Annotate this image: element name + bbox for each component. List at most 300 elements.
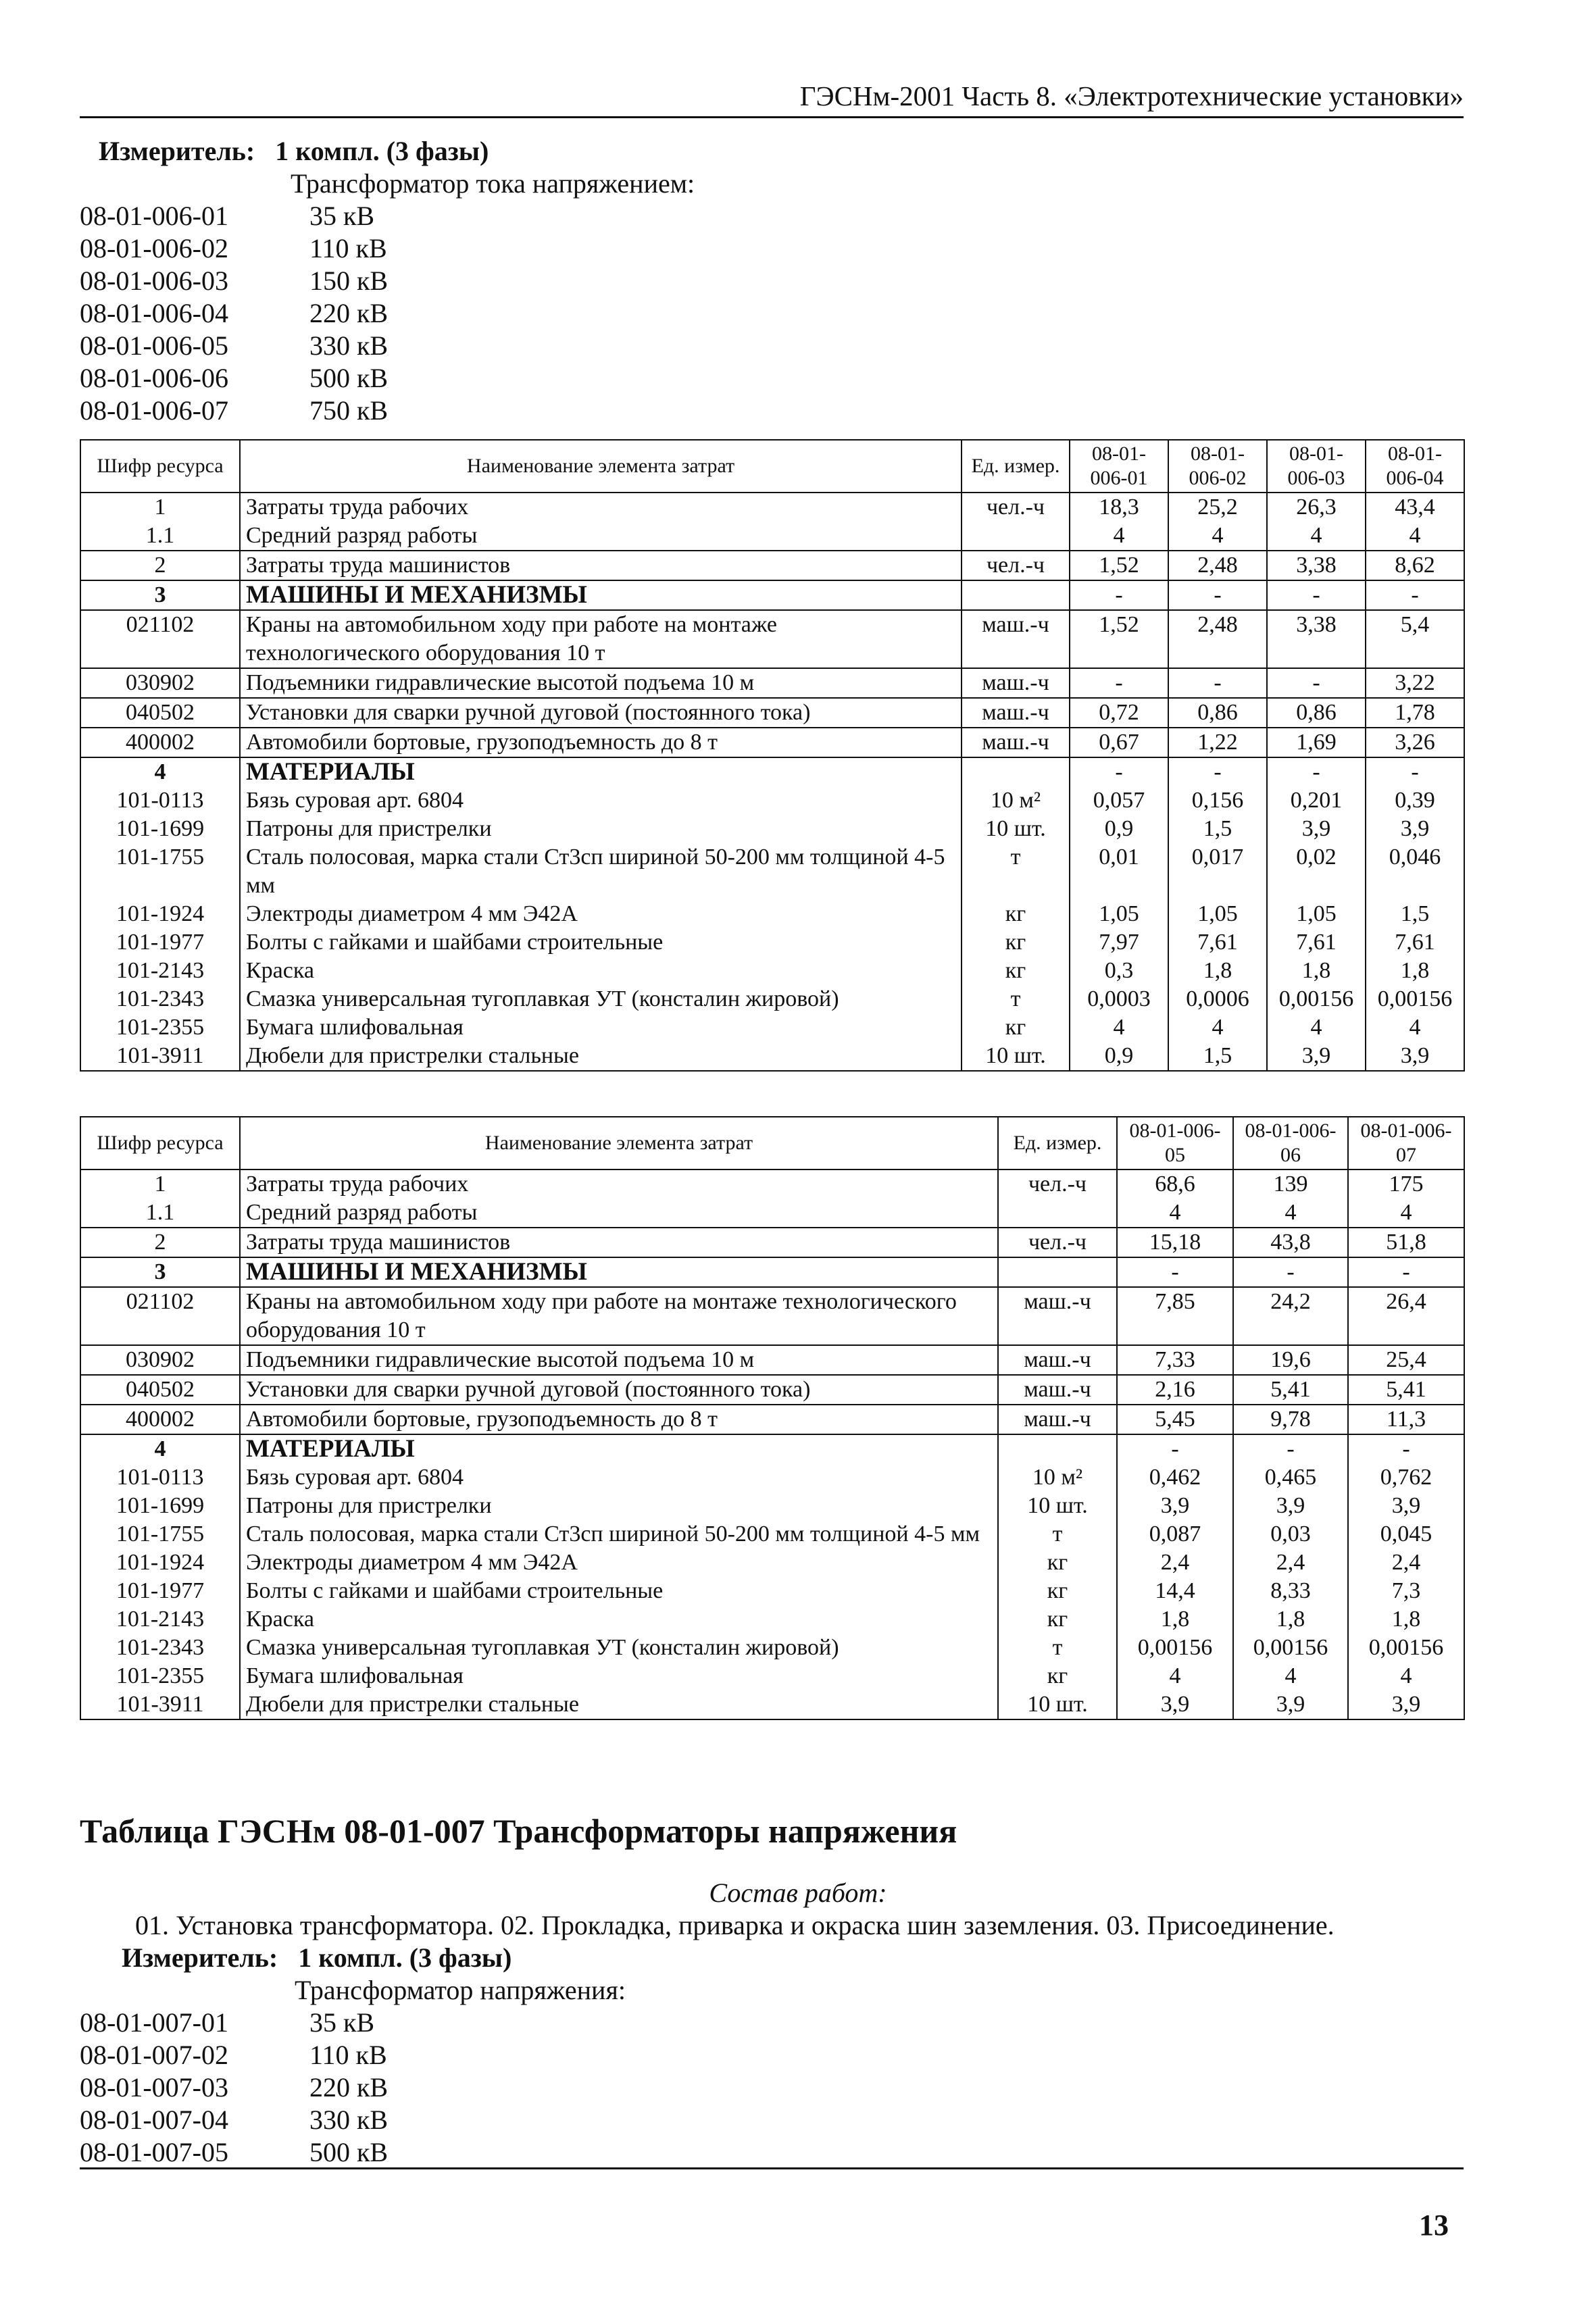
code-list: [80, 2007, 626, 2169]
norm-value: 3,9: [1348, 1492, 1464, 1520]
norm-value: -: [1348, 1434, 1464, 1463]
table-row: [80, 928, 1464, 957]
table-header-row: [80, 1117, 1464, 1169]
cost-element-name: Затраты труда машинистов: [240, 551, 962, 580]
item-voltage: 220 кВ: [309, 298, 389, 328]
cost-element-name: Патроны для пристрелки: [240, 815, 962, 843]
norm-value: 7,61: [1267, 928, 1366, 957]
unit-of-measure: 10 шт.: [962, 1042, 1070, 1071]
cost-element-name: Сталь полосовая, марка стали Ст3сп шириной 50-200 мм толщиной 4-5 мм: [240, 843, 962, 900]
unit-of-measure: кг: [998, 1605, 1117, 1634]
cost-element-name: Бязь суровая арт. 6804: [240, 1463, 998, 1492]
cost-element-name: Бумага шлифовальная: [240, 1662, 998, 1690]
cost-element-name: Смазка универсальная тугоплавкая УТ (консталин жировой): [240, 985, 962, 1013]
table-row: [80, 786, 1464, 815]
code-list-item: [80, 2007, 626, 2039]
item-code: 08-01-006-03: [80, 266, 228, 296]
table-row: [80, 1549, 1464, 1577]
norm-value: 0,00156: [1348, 1634, 1464, 1662]
norm-value: 3,9: [1233, 1492, 1348, 1520]
norm-value: -: [1366, 580, 1464, 610]
cost-element-name: Электроды диаметром 4 мм Э42А: [240, 900, 962, 928]
table-row: [80, 957, 1464, 985]
unit-of-measure: кг: [998, 1577, 1117, 1605]
header-col: 08-01-006-01: [1070, 440, 1168, 493]
norm-value: 1,78: [1366, 698, 1464, 728]
norm-value: 1,5: [1366, 900, 1464, 928]
cost-element-name: Подъемники гидравлические высотой подъема 10 м: [240, 1345, 998, 1375]
norm-value: 2,4: [1117, 1549, 1233, 1577]
cost-element-name: Средний разряд работы: [240, 522, 962, 551]
norm-value: 4: [1117, 1199, 1233, 1228]
norm-value: 0,9: [1070, 1042, 1168, 1071]
resource-code: 400002: [80, 728, 240, 757]
norm-value: 0,67: [1070, 728, 1168, 757]
resource-code: 021102: [80, 1287, 240, 1345]
norm-value: 0,86: [1267, 698, 1366, 728]
norm-value: 4: [1168, 522, 1267, 551]
unit-of-measure: [998, 1257, 1117, 1287]
resource-code: 021102: [80, 610, 240, 668]
section-title: Таблица ГЭСНм 08-01-007 Трансформаторы напряжения: [80, 1812, 957, 1850]
norm-value: 15,18: [1117, 1228, 1233, 1257]
cost-element-name: Автомобили бортовые, грузоподъемность до 8 т: [240, 1405, 998, 1434]
norm-value: 139: [1233, 1169, 1348, 1199]
cost-element-name: Установки для сварки ручной дуговой (постоянного тока): [240, 698, 962, 728]
unit-of-measure: 10 шт.: [962, 815, 1070, 843]
cost-element-name: Электроды диаметром 4 мм Э42А: [240, 1549, 998, 1577]
header-name: Наименование элемента затрат: [240, 1117, 998, 1169]
norm-value: 0,86: [1168, 698, 1267, 728]
norm-value: 43,4: [1366, 493, 1464, 522]
unit-of-measure: кг: [962, 928, 1070, 957]
work-composition-title: Состав работ:: [709, 1878, 887, 1908]
norm-value: 4: [1070, 1013, 1168, 1042]
resource-code: 1: [80, 493, 240, 522]
table-row: [80, 668, 1464, 698]
table-row: [80, 1228, 1464, 1257]
resource-code: 101-1977: [80, 928, 240, 957]
meter-line: [80, 135, 695, 168]
item-voltage: 220 кВ: [309, 2072, 389, 2103]
norm-value: 24,2: [1233, 1287, 1348, 1345]
norm-value: 7,85: [1117, 1287, 1233, 1345]
table-row: [80, 757, 1464, 786]
cost-element-name: Автомобили бортовые, грузоподъемность до 8 т: [240, 728, 962, 757]
code-list-item: [80, 200, 695, 232]
norm-value: 1,8: [1366, 957, 1464, 985]
norm-value: 0,057: [1070, 786, 1168, 815]
resource-code: 101-3911: [80, 1690, 240, 1719]
norm-value: 3,9: [1267, 1042, 1366, 1071]
table-row: [80, 610, 1464, 668]
cost-element-name: Дюбели для пристрелки стальные: [240, 1690, 998, 1719]
norm-value: 1,69: [1267, 728, 1366, 757]
header-col: 08-01-006-04: [1366, 440, 1464, 493]
cost-element-name: Сталь полосовая, марка стали Ст3сп шириной 50-200 мм толщиной 4-5 мм: [240, 1520, 998, 1549]
cost-element-name: Патроны для пристрелки: [240, 1492, 998, 1520]
norm-value: 4: [1348, 1199, 1464, 1228]
item-voltage: 500 кВ: [309, 363, 389, 393]
norm-value: 0,0006: [1168, 985, 1267, 1013]
norm-value: 1,8: [1267, 957, 1366, 985]
norm-value: 0,02: [1267, 843, 1366, 900]
meter-label: Измеритель:: [99, 136, 255, 166]
item-voltage: 750 кВ: [309, 395, 389, 426]
norm-value: 43,8: [1233, 1228, 1348, 1257]
table-row: [80, 900, 1464, 928]
norm-value: 0,045: [1348, 1520, 1464, 1549]
norm-value: 4: [1267, 522, 1366, 551]
measure-block-1: [80, 135, 695, 427]
cost-element-name: МАТЕРИАЛЫ: [240, 1434, 998, 1463]
table-row: [80, 1690, 1464, 1719]
norm-value: 1,05: [1070, 900, 1168, 928]
norm-value: 7,61: [1168, 928, 1267, 957]
norm-value: 0,3: [1070, 957, 1168, 985]
norm-value: 51,8: [1348, 1228, 1464, 1257]
unit-of-measure: маш.-ч: [962, 668, 1070, 698]
code-list-item: [80, 2104, 626, 2136]
norm-value: 9,78: [1233, 1405, 1348, 1434]
item-code: 08-01-007-02: [80, 2040, 228, 2070]
unit-of-measure: чел.-ч: [962, 493, 1070, 522]
resource-code: 101-2143: [80, 957, 240, 985]
norm-value: 0,156: [1168, 786, 1267, 815]
norm-value: 7,3: [1348, 1577, 1464, 1605]
norm-value: -: [1168, 757, 1267, 786]
norm-value: 3,22: [1366, 668, 1464, 698]
cost-element-name: Болты с гайками и шайбами строительные: [240, 928, 962, 957]
unit-of-measure: т: [998, 1520, 1117, 1549]
norm-value: 5,41: [1233, 1375, 1348, 1405]
norm-value: 3,9: [1117, 1492, 1233, 1520]
norm-value: 25,2: [1168, 493, 1267, 522]
work-composition-text: 01. Установка трансформатора. 02. Прокладка, приварка и окраска шин заземления. 03. Присоединение.: [135, 1910, 1335, 1940]
item-code: 08-01-007-05: [80, 2137, 228, 2167]
table-row: [80, 1287, 1464, 1345]
resource-code: 1: [80, 1169, 240, 1199]
norm-value: 1,8: [1168, 957, 1267, 985]
norm-value: 1,8: [1117, 1605, 1233, 1634]
norm-value: 1,52: [1070, 610, 1168, 668]
cost-element-name: Болты с гайками и шайбами строительные: [240, 1577, 998, 1605]
table-row: [80, 580, 1464, 610]
cost-element-name: МАШИНЫ И МЕХАНИЗМЫ: [240, 1257, 998, 1287]
meter-value: 1 компл. (3 фазы): [275, 136, 489, 166]
unit-of-measure: т: [962, 843, 1070, 900]
cost-element-name: Краны на автомобильном ходу при работе на монтаже технологического оборудования 10 т: [240, 610, 962, 668]
header-unit: Ед. измер.: [998, 1117, 1117, 1169]
code-list: [80, 200, 695, 427]
table-row: [80, 1375, 1464, 1405]
norm-value: 2,48: [1168, 551, 1267, 580]
norm-value: 0,9: [1070, 815, 1168, 843]
unit-of-measure: маш.-ч: [998, 1287, 1117, 1345]
norm-value: 2,4: [1348, 1549, 1464, 1577]
norm-value: 14,4: [1117, 1577, 1233, 1605]
norm-value: -: [1168, 668, 1267, 698]
unit-of-measure: кг: [962, 1013, 1070, 1042]
norm-value: 0,39: [1366, 786, 1464, 815]
norm-value: 0,72: [1070, 698, 1168, 728]
header-col: 08-01-006-02: [1168, 440, 1267, 493]
unit-of-measure: [962, 522, 1070, 551]
table-row: [80, 1345, 1464, 1375]
code-list-item: [80, 362, 695, 395]
resource-code: 101-2343: [80, 985, 240, 1013]
norm-value: 4: [1233, 1662, 1348, 1690]
norm-value: 1,52: [1070, 551, 1168, 580]
table-row: [80, 815, 1464, 843]
resource-code: 101-2355: [80, 1662, 240, 1690]
unit-of-measure: чел.-ч: [998, 1228, 1117, 1257]
norm-value: 4: [1168, 1013, 1267, 1042]
norm-value: 4: [1267, 1013, 1366, 1042]
resource-code: 2: [80, 551, 240, 580]
table-row: [80, 1042, 1464, 1071]
resource-code: 101-2343: [80, 1634, 240, 1662]
unit-of-measure: чел.-ч: [962, 551, 1070, 580]
unit-of-measure: 10 шт.: [998, 1690, 1117, 1719]
norm-value: 0,465: [1233, 1463, 1348, 1492]
code-list-item: [80, 2071, 626, 2104]
table-row: [80, 1434, 1464, 1463]
unit-of-measure: [998, 1199, 1117, 1228]
norm-value: 3,9: [1267, 815, 1366, 843]
norm-value: 5,4: [1366, 610, 1464, 668]
item-code: 08-01-007-01: [80, 2007, 228, 2038]
code-list-item: [80, 2136, 626, 2169]
unit-of-measure: кг: [962, 957, 1070, 985]
resource-code: 101-2143: [80, 1605, 240, 1634]
header-code: Шифр ресурса: [80, 1117, 240, 1169]
norm-value: -: [1233, 1434, 1348, 1463]
item-code: 08-01-006-01: [80, 201, 228, 231]
resource-code: 1.1: [80, 1199, 240, 1228]
norm-value: 0,00156: [1366, 985, 1464, 1013]
cost-element-name: Краска: [240, 957, 962, 985]
norm-value: -: [1267, 580, 1366, 610]
cost-element-name: МАШИНЫ И МЕХАНИЗМЫ: [240, 580, 962, 610]
table-row: [80, 1577, 1464, 1605]
item-code: 08-01-006-04: [80, 298, 228, 328]
meter-line: [80, 1942, 626, 1974]
item-voltage: 150 кВ: [309, 266, 389, 296]
unit-of-measure: маш.-ч: [962, 728, 1070, 757]
header-unit: Ед. измер.: [962, 440, 1070, 493]
norm-value: 3,9: [1233, 1690, 1348, 1719]
norm-value: -: [1348, 1257, 1464, 1287]
item-voltage: 35 кВ: [309, 2007, 375, 2038]
norm-value: -: [1117, 1257, 1233, 1287]
norm-value: 5,41: [1348, 1375, 1464, 1405]
unit-of-measure: маш.-ч: [998, 1405, 1117, 1434]
norm-value: 2,4: [1233, 1549, 1348, 1577]
norm-value: 1,22: [1168, 728, 1267, 757]
item-voltage: 330 кВ: [309, 2105, 389, 2135]
norm-value: -: [1168, 580, 1267, 610]
resource-code: 1.1: [80, 522, 240, 551]
unit-of-measure: маш.-ч: [962, 698, 1070, 728]
item-code: 08-01-006-06: [80, 363, 228, 393]
norm-value: 0,03: [1233, 1520, 1348, 1549]
transformer-subtitle: Трансформатор напряжения:: [295, 1975, 626, 2005]
norm-value: -: [1267, 757, 1366, 786]
norm-value: -: [1117, 1434, 1233, 1463]
norm-value: 5,45: [1117, 1405, 1233, 1434]
table-row: [80, 1169, 1464, 1199]
resource-code: 040502: [80, 1375, 240, 1405]
item-voltage: 110 кВ: [309, 2040, 387, 2070]
norm-value: 26,3: [1267, 493, 1366, 522]
cost-element-name: Затраты труда машинистов: [240, 1228, 998, 1257]
resource-code: 030902: [80, 668, 240, 698]
norm-value: -: [1267, 668, 1366, 698]
norm-value: 0,0003: [1070, 985, 1168, 1013]
meter-value: 1 компл. (3 фазы): [298, 1942, 512, 1973]
table-row: [80, 522, 1464, 551]
norm-value: 3,9: [1366, 1042, 1464, 1071]
cost-element-name: Дюбели для пристрелки стальные: [240, 1042, 962, 1071]
unit-of-measure: [962, 757, 1070, 786]
norm-value: 1,05: [1168, 900, 1267, 928]
norm-value: 68,6: [1117, 1169, 1233, 1199]
header-col: 08-01-006-03: [1267, 440, 1366, 493]
unit-of-measure: кг: [962, 900, 1070, 928]
resource-code: 101-0113: [80, 786, 240, 815]
table-row: [80, 1405, 1464, 1434]
header-code: Шифр ресурса: [80, 440, 240, 493]
item-code: 08-01-006-02: [80, 233, 228, 263]
page-number: 13: [1419, 2209, 1449, 2242]
norm-value: 7,97: [1070, 928, 1168, 957]
resource-code: 3: [80, 1257, 240, 1287]
table-row: [80, 1520, 1464, 1549]
item-voltage: 110 кВ: [309, 233, 387, 263]
cost-element-name: Затраты труда рабочих: [240, 493, 962, 522]
unit-of-measure: 10 м²: [998, 1463, 1117, 1492]
norm-value: 25,4: [1348, 1345, 1464, 1375]
resource-code: 101-1977: [80, 1577, 240, 1605]
cost-element-name: Подъемники гидравлические высотой подъема 10 м: [240, 668, 962, 698]
norm-value: 2,48: [1168, 610, 1267, 668]
meter-label: Измеритель:: [122, 1942, 278, 1973]
cost-element-name: Средний разряд работы: [240, 1199, 998, 1228]
norm-value: -: [1070, 580, 1168, 610]
unit-of-measure: маш.-ч: [998, 1345, 1117, 1375]
norm-value: 7,33: [1117, 1345, 1233, 1375]
resource-code: 040502: [80, 698, 240, 728]
table-row: [80, 1605, 1464, 1634]
header-name: Наименование элемента затрат: [240, 440, 962, 493]
norm-value: 3,9: [1348, 1690, 1464, 1719]
cost-element-name: Затраты труда рабочих: [240, 1169, 998, 1199]
norm-value: 0,462: [1117, 1463, 1233, 1492]
item-voltage: 35 кВ: [309, 201, 375, 231]
unit-of-measure: [962, 580, 1070, 610]
norm-value: 3,26: [1366, 728, 1464, 757]
table-row: [80, 985, 1464, 1013]
norm-value: 7,61: [1366, 928, 1464, 957]
norm-value: 4: [1117, 1662, 1233, 1690]
unit-of-measure: чел.-ч: [998, 1169, 1117, 1199]
norm-value: 4: [1233, 1199, 1348, 1228]
norm-value: 3,9: [1117, 1690, 1233, 1719]
header-col: 08-01-006-05: [1117, 1117, 1233, 1169]
table-row: [80, 1463, 1464, 1492]
unit-of-measure: 10 м²: [962, 786, 1070, 815]
cost-element-name: Бумага шлифовальная: [240, 1013, 962, 1042]
table-header-row: [80, 440, 1464, 493]
cost-element-name: Установки для сварки ручной дуговой (постоянного тока): [240, 1375, 998, 1405]
norm-value: -: [1070, 668, 1168, 698]
norm-value: 19,6: [1233, 1345, 1348, 1375]
unit-of-measure: т: [962, 985, 1070, 1013]
unit-of-measure: т: [998, 1634, 1117, 1662]
norm-value: 4: [1348, 1662, 1464, 1690]
table-row: [80, 1492, 1464, 1520]
unit-of-measure: кг: [998, 1549, 1117, 1577]
unit-of-measure: маш.-ч: [962, 610, 1070, 668]
resource-code: 101-1755: [80, 843, 240, 900]
norm-value: 0,017: [1168, 843, 1267, 900]
measure-block-2: [80, 1942, 626, 2169]
code-list-item: [80, 297, 695, 330]
code-list-item: [80, 395, 695, 427]
norm-value: 1,8: [1348, 1605, 1464, 1634]
table-row: [80, 493, 1464, 522]
table-row: [80, 1013, 1464, 1042]
resource-code: 400002: [80, 1405, 240, 1434]
resource-code: 101-1924: [80, 900, 240, 928]
table-row: [80, 1634, 1464, 1662]
unit-of-measure: 10 шт.: [998, 1492, 1117, 1520]
norm-value: 3,38: [1267, 610, 1366, 668]
unit-of-measure: [998, 1434, 1117, 1463]
resource-code: 4: [80, 757, 240, 786]
norm-value: 1,5: [1168, 815, 1267, 843]
norm-value: 1,8: [1233, 1605, 1348, 1634]
norm-value: 2,16: [1117, 1375, 1233, 1405]
norm-value: 4: [1366, 1013, 1464, 1042]
table-row: [80, 698, 1464, 728]
cost-element-name: МАТЕРИАЛЫ: [240, 757, 962, 786]
resource-code: 101-2355: [80, 1013, 240, 1042]
table-row: [80, 728, 1464, 757]
norm-value: 0,00156: [1117, 1634, 1233, 1662]
item-code: 08-01-007-04: [80, 2105, 228, 2135]
item-code: 08-01-007-03: [80, 2072, 228, 2103]
norm-value: 0,046: [1366, 843, 1464, 900]
resource-code: 3: [80, 580, 240, 610]
code-list-item: [80, 265, 695, 297]
header-col: 08-01-006-06: [1233, 1117, 1348, 1169]
cost-element-name: Бязь суровая арт. 6804: [240, 786, 962, 815]
norm-value: 3,38: [1267, 551, 1366, 580]
norm-value: 0,00156: [1267, 985, 1366, 1013]
norm-value: 4: [1366, 522, 1464, 551]
bottom-rule: [80, 2167, 1464, 2169]
norm-value: -: [1070, 757, 1168, 786]
norm-value: -: [1366, 757, 1464, 786]
code-list-item: [80, 2039, 626, 2071]
norm-value: 11,3: [1348, 1405, 1464, 1434]
norm-value: 26,4: [1348, 1287, 1464, 1345]
cost-element-name: Краны на автомобильном ходу при работе на монтаже технологического оборудования 10 т: [240, 1287, 998, 1345]
norm-value: 4: [1070, 522, 1168, 551]
resource-code: 101-0113: [80, 1463, 240, 1492]
